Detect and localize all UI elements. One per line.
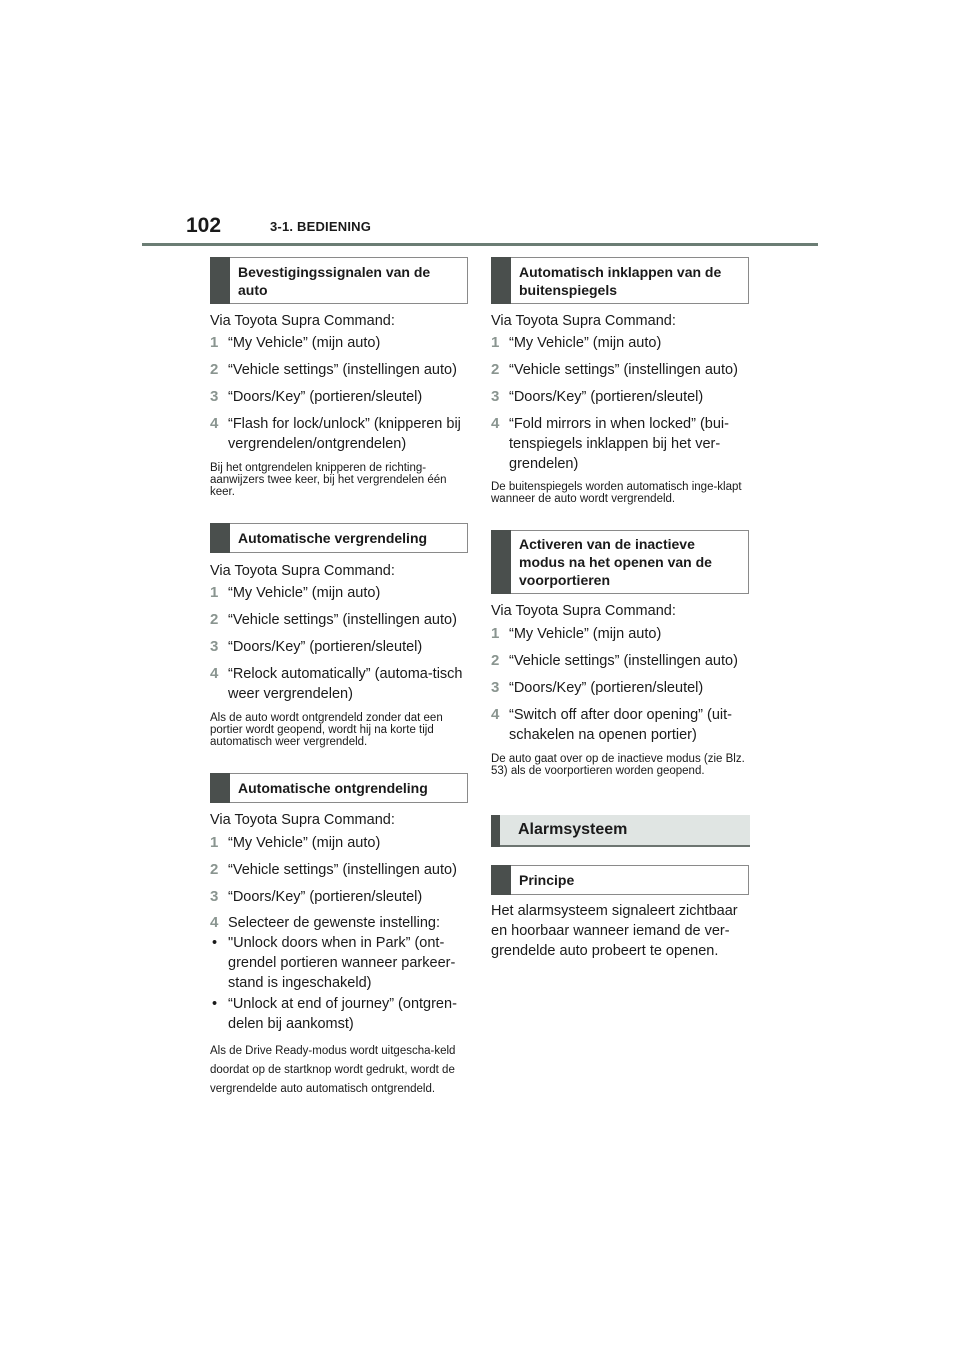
step-text: “My Vehicle” (mijn auto) <box>228 335 381 351</box>
via-text: Via Toyota Supra Command: <box>210 313 395 329</box>
note-text: Als de auto wordt ontgrendeld zonder dat een portier wordt geopend, wordt hij na korte tijd automatisch weer vergrendeld. <box>210 712 443 748</box>
step-number: 3 <box>491 388 500 405</box>
step-text: “Doors/Key” (portieren/sleutel) <box>509 680 704 696</box>
step-number: 4 <box>491 415 500 432</box>
via-text: Via Toyota Supra Command: <box>491 603 676 619</box>
note-text: Als de Drive Ready-modus wordt uitgescha-keld doordat op de startknop wordt gedrukt, wordt de vergrendelde auto automatisch ontgrendeld. <box>210 1045 456 1095</box>
step-text: “Vehicle settings” (instellingen auto) <box>509 362 738 378</box>
step-text: Selecteer de gewenste instelling: <box>228 915 440 931</box>
step-item <box>210 664 470 704</box>
step-item <box>210 414 470 454</box>
step-item <box>210 887 470 907</box>
bullet-item <box>210 994 470 1034</box>
note-text: Bij het ontgrendelen knipperen de richting-aanwijzers twee keer, bij het vergrendelen één keer. <box>210 462 447 498</box>
step-item <box>210 913 470 933</box>
step-item <box>491 705 751 745</box>
via-text: Via Toyota Supra Command: <box>491 313 676 329</box>
heading-automatisch-inklappen <box>491 257 749 304</box>
step-text: “Vehicle settings” (instellingen auto) <box>228 862 457 878</box>
step-number: 3 <box>491 679 500 696</box>
heading-text: Automatisch inklappen van de buitenspiegels <box>519 263 722 298</box>
step-item <box>491 651 751 671</box>
step-text: “Flash for lock/unlock” (knipperen bij vergrendelen/ontgrendelen) <box>228 416 461 452</box>
step-text: “Fold mirrors in when locked” (bui-tenspiegels inklappen bij het ver-grendelen) <box>509 416 729 472</box>
step-number: 1 <box>210 334 219 351</box>
bullet-dot: • <box>212 996 218 1012</box>
step-number: 2 <box>491 652 500 669</box>
heading-automatische-vergrendeling <box>210 523 468 553</box>
step-number: 3 <box>210 388 219 405</box>
step-text: “Switch off after door opening” (uit-schakelen na openen portier) <box>509 707 732 743</box>
step-item <box>491 360 751 380</box>
step-number: 2 <box>491 361 500 378</box>
step-item <box>210 360 470 380</box>
step-text: “My Vehicle” (mijn auto) <box>509 335 662 351</box>
step-item <box>210 833 470 853</box>
step-number: 2 <box>210 861 219 878</box>
step-item <box>210 333 470 353</box>
step-number: 3 <box>210 888 219 905</box>
step-item <box>491 414 751 474</box>
step-item <box>210 583 470 603</box>
step-text: “Vehicle settings” (instellingen auto) <box>228 612 457 628</box>
header-rule <box>142 243 818 246</box>
via-text: Via Toyota Supra Command: <box>210 812 395 828</box>
step-number: 2 <box>210 361 219 378</box>
step-number: 4 <box>210 415 219 432</box>
bullet-dot: • <box>212 935 218 951</box>
heading-text: Activeren van de inactieve modus na het openen van de voorportieren <box>519 536 712 588</box>
step-number: 4 <box>210 665 219 682</box>
step-text: “Doors/Key” (portieren/sleutel) <box>228 389 423 405</box>
heading-bevestigingssignalen <box>210 257 468 304</box>
step-text: “Doors/Key” (portieren/sleutel) <box>228 889 423 905</box>
heading-inactieve-modus <box>491 530 749 594</box>
step-text: “Doors/Key” (portieren/sleutel) <box>509 389 704 405</box>
heading-text: Automatische ontgrendeling <box>238 780 428 796</box>
step-number: 1 <box>210 834 219 851</box>
heading-text: Alarmsysteem <box>518 821 628 838</box>
bullet-text: “Unlock at end of journey” (ontgren-delen bij aankomst) <box>228 996 457 1032</box>
step-text: “Relock automatically” (automa-tisch weer vergrendelen) <box>228 666 463 702</box>
step-item <box>210 610 470 630</box>
via-text: Via Toyota Supra Command: <box>210 563 395 579</box>
step-text: “Doors/Key” (portieren/sleutel) <box>228 639 423 655</box>
step-item <box>210 387 470 407</box>
step-item <box>491 387 751 407</box>
step-text: “My Vehicle” (mijn auto) <box>228 585 381 601</box>
heading-principe <box>491 865 749 895</box>
step-number: 1 <box>491 334 500 351</box>
step-number: 3 <box>210 638 219 655</box>
section-label: 3-1. BEDIENING <box>270 219 372 234</box>
page-number: 102 <box>186 214 222 237</box>
step-item <box>210 637 470 657</box>
heading-text: Bevestigingssignalen van de auto <box>238 263 431 298</box>
step-item <box>210 860 470 880</box>
step-number: 4 <box>210 914 219 931</box>
heading-automatische-ontgrendeling <box>210 773 468 803</box>
step-item <box>491 624 751 644</box>
heading-text: Automatische vergrendeling <box>238 530 428 546</box>
step-text: “Vehicle settings” (instellingen auto) <box>509 653 738 669</box>
note-text: De buitenspiegels worden automatisch inge-klapt wanneer de auto wordt vergrendeld. <box>491 481 742 505</box>
step-text: “My Vehicle” (mijn auto) <box>509 626 662 642</box>
step-number: 4 <box>491 706 500 723</box>
step-text: “Vehicle settings” (instellingen auto) <box>228 362 457 378</box>
bullet-item <box>210 933 470 993</box>
step-item <box>491 678 751 698</box>
heading-text: Principe <box>519 872 575 888</box>
alarm-body-text: Het alarmsysteem signaleert zichtbaar en hoorbaar wanneer iemand de ver-grendelde auto probeert te openen. <box>491 903 738 959</box>
step-item <box>491 333 751 353</box>
heading-alarmsysteem <box>491 815 750 847</box>
step-number: 1 <box>210 584 219 601</box>
bullet-text: "Unlock doors when in Park” (ont-grendel portieren wanneer parkeer-stand is ingeschakeld) <box>228 935 456 991</box>
note-text: De auto gaat over op de inactieve modus (zie Blz. 53) als de voorportieren worden geopend. <box>491 753 745 777</box>
step-text: “My Vehicle” (mijn auto) <box>228 835 381 851</box>
step-number: 1 <box>491 625 500 642</box>
step-number: 2 <box>210 611 219 628</box>
